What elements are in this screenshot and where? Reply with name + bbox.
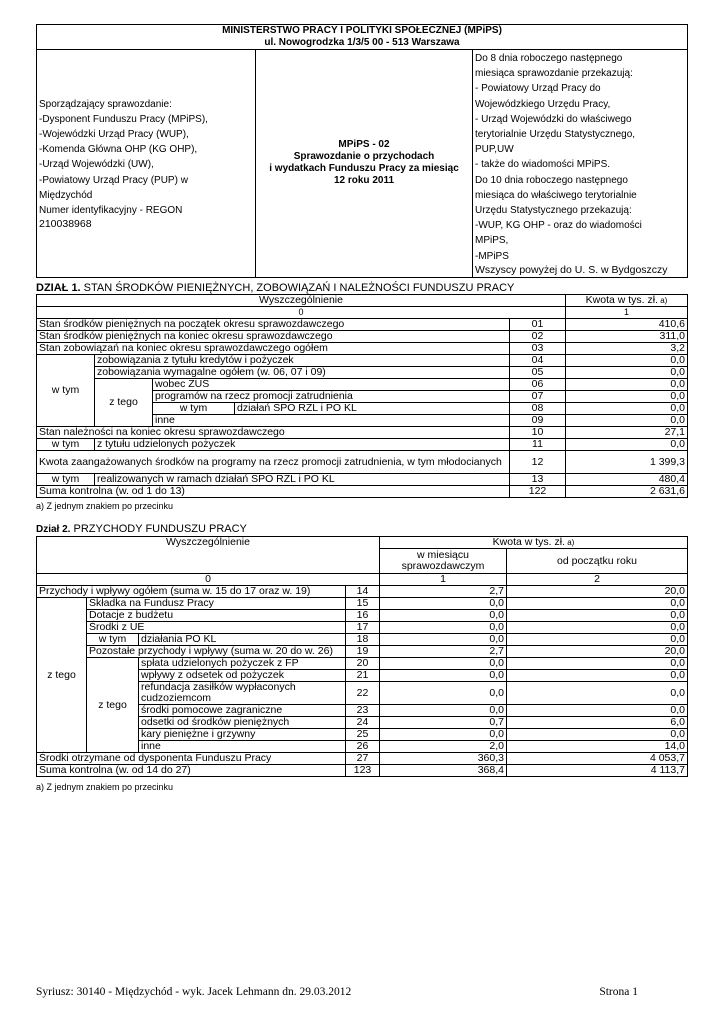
table-row xyxy=(37,343,688,355)
reporter-line: Międzychód xyxy=(39,189,93,201)
row-value: 0,0 xyxy=(566,439,688,451)
table-row xyxy=(37,622,688,634)
row-label: Środki otrzymane od dysponenta Funduszu Pracy xyxy=(37,753,346,765)
row-number: 04 xyxy=(510,355,566,367)
row-number: 25 xyxy=(346,729,380,741)
column-index: 0 xyxy=(37,307,566,319)
group-label: w tym xyxy=(37,439,95,451)
row-label: Stan środków pieniężnych na początek okresu sprawozdawczego xyxy=(37,319,510,331)
row-label: Przychody i wpływy ogółem (suma w. 15 do 17 oraz w. 19) xyxy=(37,586,346,598)
row-value-ytd: 0,0 xyxy=(507,682,688,705)
group-label: z tego xyxy=(37,598,87,753)
row-label: inne xyxy=(153,415,510,427)
row-value-month: 360,3 xyxy=(380,753,507,765)
row-value: 0,0 xyxy=(566,415,688,427)
row-value-ytd: 0,0 xyxy=(507,729,688,741)
section1-number: DZIAŁ 1. xyxy=(36,282,81,294)
section1-name: STAN ŚRODKÓW PIENIĘŻNYCH, ZOBOWIĄZAŃ I NALEŻNOŚCI FUNDUSZU PRACY xyxy=(80,282,515,294)
reporter-line: Numer identyfikacyjny - REGON xyxy=(39,205,183,217)
group-label: w tym xyxy=(37,355,95,427)
table-row xyxy=(37,486,688,498)
table-row xyxy=(37,646,688,658)
row-number: 15 xyxy=(346,598,380,610)
submission-info xyxy=(473,50,688,278)
amount-label: Kwota w tys. zł. xyxy=(585,294,658,306)
row-label: programów na rzecz promocji zatrudnienia xyxy=(153,391,510,403)
row-value-ytd: 0,0 xyxy=(507,622,688,634)
ministry-name: MINISTERSTWO PRACY I POLITYKI SPOŁECZNEJ (MPiPS) xyxy=(222,25,502,36)
row-value-month: 0,0 xyxy=(380,682,507,705)
row-value-month: 2,7 xyxy=(380,586,507,598)
row-number: 22 xyxy=(346,682,380,705)
row-number: 17 xyxy=(346,622,380,634)
section2-title xyxy=(36,523,247,535)
row-value-ytd: 0,0 xyxy=(507,598,688,610)
row-value-month: 368,4 xyxy=(380,765,507,777)
regon-number: 210038968 xyxy=(39,218,92,231)
column-index: 0 xyxy=(37,574,380,586)
row-number: 11 xyxy=(510,439,566,451)
row-label: wpływy z odsetek od pożyczek xyxy=(139,670,346,682)
reporter-info xyxy=(37,50,256,278)
row-label: Dotacje z budżetu xyxy=(87,610,346,622)
row-value: 0,0 xyxy=(566,355,688,367)
row-number: 24 xyxy=(346,717,380,729)
row-value-month: 0,0 xyxy=(380,610,507,622)
form-identity xyxy=(256,50,473,278)
submission-line: - także do wiadomości MPiPS. xyxy=(475,159,611,171)
footnote-marker: a) xyxy=(565,538,575,547)
reporter-line: -Dysponent Funduszu Pracy (MPiPS), xyxy=(39,113,208,125)
row-number: 05 xyxy=(510,367,566,379)
row-label: Środki z UE xyxy=(87,622,346,634)
row-value-month: 0,0 xyxy=(380,598,507,610)
form-name: Sprawozdanie o przychodach xyxy=(293,151,435,163)
row-number: 26 xyxy=(346,741,380,753)
row-value-ytd: 6,0 xyxy=(507,717,688,729)
row-value: 1 399,3 xyxy=(566,451,688,474)
group-label: z tego xyxy=(95,379,153,427)
table-row xyxy=(37,379,688,391)
row-value: 2 631,6 xyxy=(566,486,688,498)
section1-table xyxy=(36,294,688,498)
section2-name: PRZYCHODY FUNDUSZU PRACY xyxy=(70,523,247,535)
row-value: 0,0 xyxy=(566,391,688,403)
form-name: i wydatkach Funduszu Pracy za miesiąc xyxy=(269,163,459,175)
submission-line: MPiPS, xyxy=(475,235,509,247)
row-label: spłata udzielonych pożyczek z FP xyxy=(139,658,346,670)
group-label: z tego xyxy=(87,658,139,753)
row-value: 480,4 xyxy=(566,474,688,486)
submission-line: -WUP, KG OHP - oraz do wiadomości xyxy=(475,220,642,232)
ministry-address: ul. Nowogrodzka 1/3/5 00 - 513 Warszawa xyxy=(264,37,460,48)
row-value-month: 0,0 xyxy=(380,634,507,646)
row-value-ytd: 0,0 xyxy=(507,634,688,646)
row-number: 01 xyxy=(510,319,566,331)
row-value-ytd: 4 053,7 xyxy=(507,753,688,765)
column-index: 2 xyxy=(507,574,688,586)
row-label: Pozostałe przychody i wpływy (suma w. 20 do w. 26) xyxy=(87,646,346,658)
row-value: 311,0 xyxy=(566,331,688,343)
page-footer xyxy=(36,986,688,998)
table-row xyxy=(37,658,688,670)
row-label: realizowanych w ramach działań SPO RZL i PO KL xyxy=(95,474,510,486)
row-number: 23 xyxy=(346,705,380,717)
row-number: 18 xyxy=(346,634,380,646)
row-value: 0,0 xyxy=(566,379,688,391)
group-label: w tym xyxy=(37,474,95,486)
table-row xyxy=(37,598,688,610)
row-number: 12 xyxy=(510,451,566,474)
row-value-month: 0,7 xyxy=(380,717,507,729)
submission-line: - Urząd Wojewódzki do właściwego xyxy=(475,113,632,125)
table-row xyxy=(37,474,688,486)
row-value-ytd: 4 113,7 xyxy=(507,765,688,777)
section2-footnote: a) Z jednym znakiem po przecinku xyxy=(36,782,174,792)
row-value-ytd: 14,0 xyxy=(507,741,688,753)
row-number: 19 xyxy=(346,646,380,658)
column-index: 1 xyxy=(566,307,688,319)
row-value: 0,0 xyxy=(566,403,688,415)
table-row xyxy=(37,634,688,646)
row-value: 0,0 xyxy=(566,367,688,379)
column-header-amount xyxy=(566,295,688,307)
column-header-amount xyxy=(380,537,688,549)
submission-line: - Powiatowy Urząd Pracy do xyxy=(475,83,601,95)
row-value-ytd: 0,0 xyxy=(507,610,688,622)
row-label: działań SPO RZL i PO KL xyxy=(235,403,510,415)
row-label: zobowiązania wymagalne ogółem (w. 06, 07 i 09) xyxy=(95,367,510,379)
row-number: 10 xyxy=(510,427,566,439)
row-label: Suma kontrolna (w. od 1 do 13) xyxy=(37,486,510,498)
submission-line: -MPiPS xyxy=(475,250,509,262)
row-number: 02 xyxy=(510,331,566,343)
column-header-description: Wyszczególnienie xyxy=(37,295,566,307)
row-number: 123 xyxy=(346,765,380,777)
column-header-ytd: od początku roku xyxy=(507,549,688,574)
table-row xyxy=(37,331,688,343)
row-value-month: 0,0 xyxy=(380,670,507,682)
row-label: Stan środków pieniężnych na koniec okresu sprawozdawczego xyxy=(37,331,510,343)
submission-line: Urzędu Statystycznego przekazują: xyxy=(475,205,632,217)
table-row xyxy=(37,427,688,439)
row-label: wobec ZUS xyxy=(153,379,510,391)
row-number: 14 xyxy=(346,586,380,598)
row-value-month: 2,7 xyxy=(380,646,507,658)
table-row xyxy=(37,439,688,451)
row-value: 410,6 xyxy=(566,319,688,331)
row-label: kary pieniężne i grzywny xyxy=(139,729,346,741)
row-number: 27 xyxy=(346,753,380,765)
row-value: 3,2 xyxy=(566,343,688,355)
table-row xyxy=(37,765,688,777)
reporter-line: -Komenda Główna OHP (KG OHP), xyxy=(39,144,198,156)
row-value-month: 0,0 xyxy=(380,729,507,741)
row-value-month: 0,0 xyxy=(380,622,507,634)
submission-line: Do 8 dnia roboczego następnego xyxy=(475,53,623,64)
row-label: zobowiązania z tytułu kredytów i pożyczek xyxy=(95,355,510,367)
form-period: 12 roku 2011 xyxy=(333,175,395,187)
page-number: Strona 1 xyxy=(599,986,638,998)
section2-number: Dział 2. xyxy=(36,524,71,535)
row-number: 09 xyxy=(510,415,566,427)
table-row xyxy=(37,319,688,331)
row-number: 07 xyxy=(510,391,566,403)
row-number: 13 xyxy=(510,474,566,486)
form-code: MPiPS - 02 xyxy=(338,139,390,151)
reporter-line: Sporządzający sprawozdanie: xyxy=(39,98,172,110)
row-label: działania PO KL xyxy=(139,634,346,646)
row-label: Stan należności na koniec okresu sprawozdawczego xyxy=(37,427,510,439)
table-row xyxy=(37,451,688,474)
reporter-line: -Urząd Wojewódzki (UW), xyxy=(39,159,154,171)
row-value-month: 0,0 xyxy=(380,658,507,670)
row-number: 21 xyxy=(346,670,380,682)
table-row xyxy=(37,610,688,622)
submission-line: Wojewódzkiego Urzędu Pracy, xyxy=(475,98,611,110)
row-number: 03 xyxy=(510,343,566,355)
section1-title xyxy=(36,282,514,294)
row-number: 08 xyxy=(510,403,566,415)
row-value-ytd: 0,0 xyxy=(507,670,688,682)
table-row xyxy=(37,367,688,379)
reporter-line: -Powiatowy Urząd Pracy (PUP) w xyxy=(39,174,188,186)
table-row xyxy=(37,586,688,598)
section1-footnote: a) Z jednym znakiem po przecinku xyxy=(36,501,174,511)
row-label: Kwota zaangażowanych środków na programy na rzecz promocji zatrudnienia, w tym młodocianych xyxy=(37,451,510,474)
row-label: środki pomocowe zagraniczne xyxy=(139,705,346,717)
reporter-line: -Wojewódzki Urząd Pracy (WUP), xyxy=(39,129,189,141)
submission-line: Do 10 dnia roboczego następnego xyxy=(475,174,628,186)
footnote-marker: a) xyxy=(658,296,668,305)
row-label: refundacja zasiłków wypłaconych cudzoziemcom xyxy=(139,682,346,705)
row-number: 122 xyxy=(510,486,566,498)
row-number: 20 xyxy=(346,658,380,670)
row-value-ytd: 20,0 xyxy=(507,586,688,598)
row-value-month: 0,0 xyxy=(380,705,507,717)
row-value-ytd: 20,0 xyxy=(507,646,688,658)
form-header xyxy=(36,24,688,278)
row-label: Stan zobowiązań na koniec okresu sprawozdawczego ogółem xyxy=(37,343,510,355)
row-label: Suma kontrolna (w. od 14 do 27) xyxy=(37,765,346,777)
column-index: 1 xyxy=(380,574,507,586)
row-label: odsetki od środków pieniężnych xyxy=(139,717,346,729)
ministry-title xyxy=(37,25,688,50)
section2-table xyxy=(36,536,688,777)
row-label: inne xyxy=(139,741,346,753)
table-row xyxy=(37,753,688,765)
submission-line: PUP,UW xyxy=(475,144,514,156)
row-label: Składka na Fundusz Pracy xyxy=(87,598,346,610)
submission-line: terytorialnie Urzędu Statystycznego, xyxy=(475,129,636,141)
row-number: 06 xyxy=(510,379,566,391)
submission-line: miesiąca sprawozdanie przekazują: xyxy=(475,68,633,80)
column-header-description: Wyszczególnienie xyxy=(37,537,380,574)
footer-source: Syriusz: 30140 - Międzychód - wyk. Jacek Lehmann dn. 29.03.2012 xyxy=(36,986,352,998)
row-number: 16 xyxy=(346,610,380,622)
submission-line: miesiąca do właściwego terytorialnie xyxy=(475,189,637,201)
row-value-ytd: 0,0 xyxy=(507,658,688,670)
amount-label: Kwota w tys. zł. xyxy=(492,536,565,548)
column-header-month: w miesiącu sprawozdawczym xyxy=(380,549,507,574)
row-value-ytd: 0,0 xyxy=(507,705,688,717)
group-label: w tym xyxy=(153,403,235,415)
row-label: z tytułu udzielonych pożyczek xyxy=(95,439,510,451)
group-label: w tym xyxy=(87,634,139,646)
row-value: 27,1 xyxy=(566,427,688,439)
row-value-month: 2,0 xyxy=(380,741,507,753)
table-row xyxy=(37,355,688,367)
submission-note: Wszyscy powyżej do U. S. w Bydgoszczy xyxy=(475,263,668,276)
